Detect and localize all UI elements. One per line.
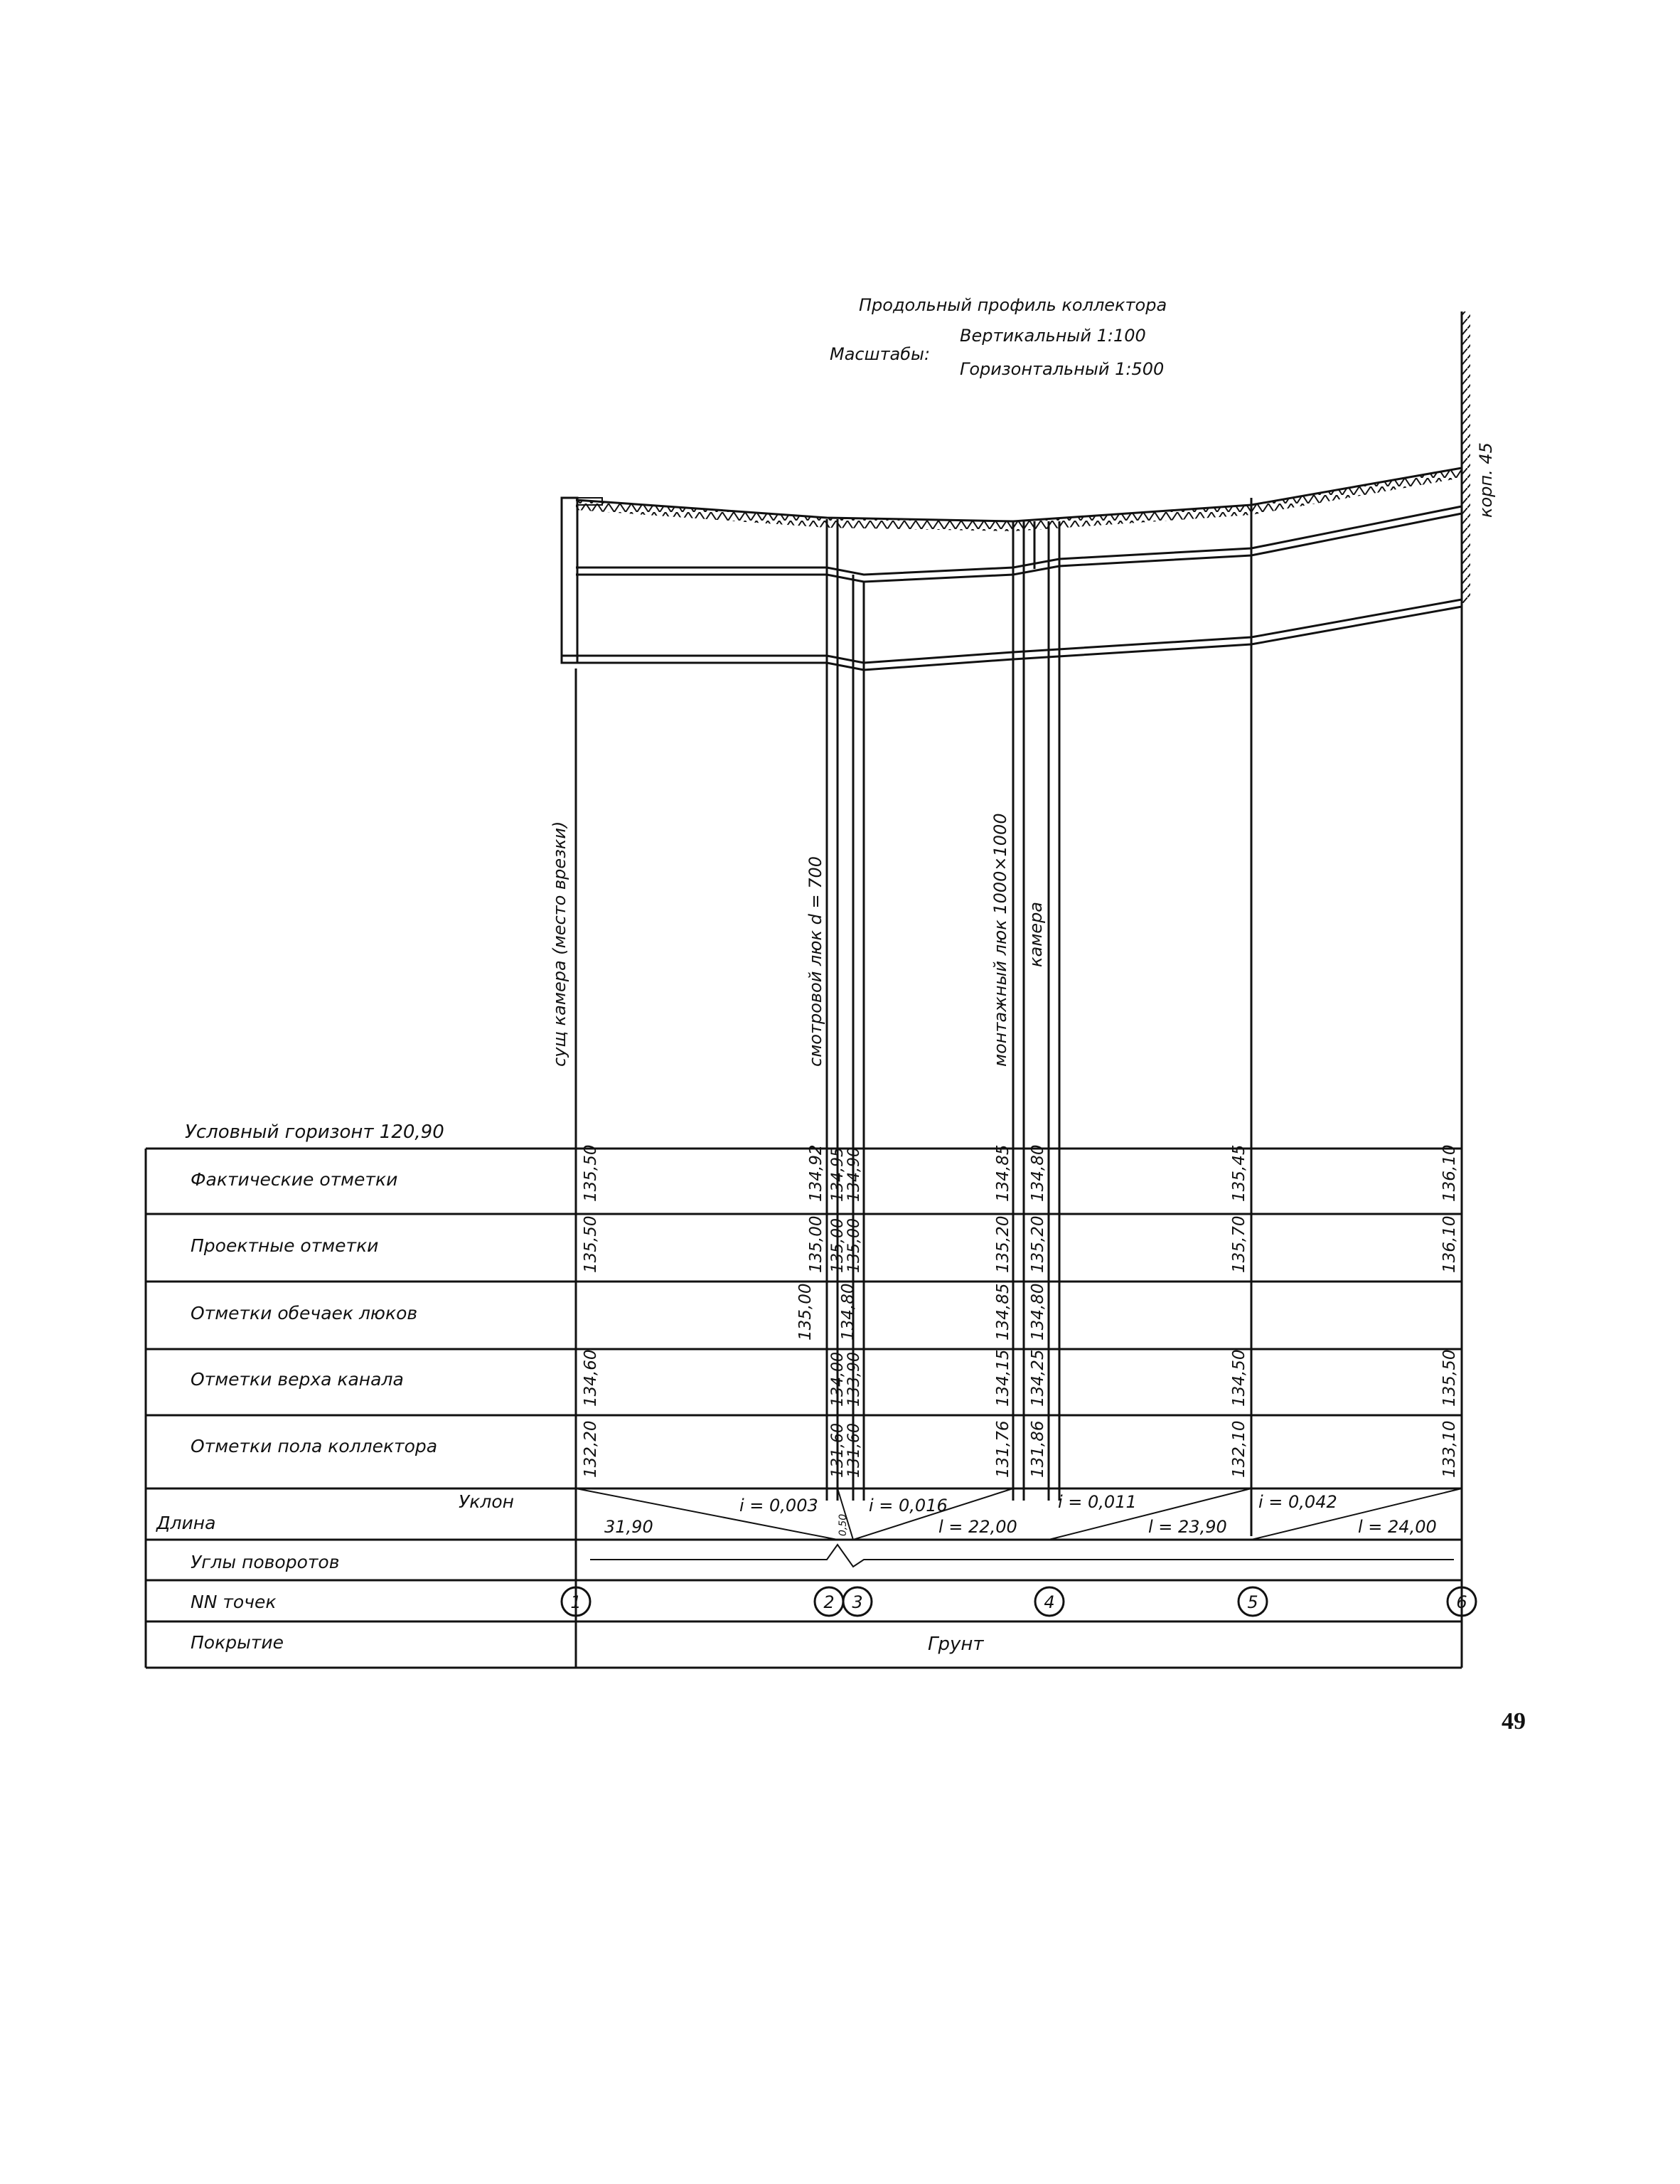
datum-label: Условный горизонт 120,90 [185, 1122, 444, 1143]
channel-top-value: 134,50 [1230, 1349, 1248, 1407]
actual-value: 135,50 [582, 1144, 600, 1202]
floor-value: 131,60 [829, 1423, 847, 1478]
actual-value: 136,10 [1440, 1144, 1459, 1202]
actual-value: 134,95 [829, 1147, 847, 1202]
hatch-value: 134,80 [1029, 1283, 1047, 1341]
row-label-hatch: Отметки обечаек люков [191, 1303, 418, 1323]
design-value: 136,10 [1440, 1215, 1459, 1273]
hatch-value: 135,00 [796, 1283, 815, 1341]
row-label-design: Проектные отметки [191, 1235, 379, 1256]
point-number: 3 [852, 1592, 863, 1612]
scales-label: Масштабы: [830, 344, 931, 364]
profile-table [146, 1145, 1476, 1668]
label-chamber: камера [1026, 901, 1046, 967]
actual-value: 134,90 [845, 1147, 863, 1202]
design-value: 135,00 [829, 1218, 847, 1273]
row-label-points: NN точек [191, 1592, 277, 1612]
cover-value: Грунт [928, 1634, 984, 1655]
building-label: корп. 45 [1476, 442, 1496, 518]
channel-top-value: 134,60 [582, 1349, 600, 1407]
actual-value: 135,45 [1230, 1144, 1248, 1202]
drawing-header [830, 295, 1167, 379]
channel-top-value: 134,15 [994, 1349, 1012, 1407]
floor-value: 132,10 [1230, 1420, 1248, 1478]
page-number: 49 [1502, 1708, 1526, 1735]
floor-value: 131,76 [994, 1420, 1012, 1478]
point-number: 4 [1044, 1592, 1055, 1612]
row-label-length: Длина [156, 1513, 216, 1533]
design-value: 135,00 [807, 1215, 825, 1273]
length-value: l = 24,00 [1358, 1517, 1437, 1537]
scale-horizontal: Горизонтальный 1:500 [960, 359, 1165, 379]
floor-value: 131,86 [1029, 1420, 1047, 1478]
actual-value: 134,80 [1029, 1144, 1047, 1202]
design-value: 135,20 [994, 1215, 1012, 1273]
label-mounting-hatch: монтажный люк 1000×1000 [990, 813, 1010, 1067]
row-label-channel-top: Отметки верха канала [191, 1369, 404, 1390]
point-number: 2 [823, 1592, 835, 1612]
channel-top-value: 134,25 [1029, 1349, 1047, 1407]
row-label-angles: Углы поворотов [191, 1552, 340, 1572]
actual-value: 134,85 [994, 1144, 1012, 1202]
channel-top-value: 135,50 [1440, 1349, 1459, 1407]
point-number: 1 [570, 1592, 582, 1612]
label-inspection-manhole: смотровой люк d = 700 [806, 856, 825, 1067]
length-value: l = 22,00 [938, 1517, 1017, 1537]
hatch-value: 134,80 [839, 1283, 857, 1341]
channel-top-value: 133,90 [845, 1352, 863, 1407]
slope-value: i = 0,011 [1058, 1492, 1137, 1512]
point-number: 5 [1247, 1592, 1258, 1612]
slope-value: i = 0,042 [1258, 1492, 1337, 1512]
vertical-labels [550, 813, 1046, 1067]
design-value: 135,00 [845, 1218, 863, 1273]
floor-value: 131,60 [845, 1423, 863, 1478]
building-wall [1462, 311, 1496, 603]
actual-value: 134,92 [807, 1144, 825, 1202]
length-value: 31,90 [604, 1517, 653, 1537]
slope-value: i = 0,016 [869, 1496, 948, 1516]
floor-value: 132,20 [582, 1420, 600, 1478]
row-label-cover: Покрытие [191, 1632, 284, 1653]
design-value: 135,20 [1029, 1215, 1047, 1273]
length-value: 0,50 [838, 1513, 849, 1536]
design-value: 135,70 [1230, 1215, 1248, 1273]
channel-top-value: 134,00 [829, 1352, 847, 1407]
station-lines [576, 498, 1462, 1657]
slope-value: i = 0,003 [739, 1496, 818, 1516]
row-label-slope: Уклон [459, 1491, 514, 1512]
turn-angle-line [590, 1545, 1454, 1567]
floor-value: 133,10 [1440, 1420, 1459, 1478]
design-value: 135,50 [582, 1215, 600, 1273]
length-value: l = 23,90 [1148, 1517, 1227, 1537]
point-markers [562, 1587, 1476, 1616]
point-number: 6 [1456, 1592, 1467, 1612]
ground-surface [576, 468, 1462, 531]
scale-vertical: Вертикальный 1:100 [960, 326, 1146, 346]
row-label-actual: Фактические отметки [191, 1169, 398, 1190]
hatch-value: 134,85 [994, 1283, 1012, 1341]
drawing-title: Продольный профиль коллектора [859, 295, 1167, 315]
label-existing-chamber: сущ камера (место врезки) [550, 821, 569, 1067]
row-label-floor: Отметки пола коллектора [191, 1436, 438, 1456]
